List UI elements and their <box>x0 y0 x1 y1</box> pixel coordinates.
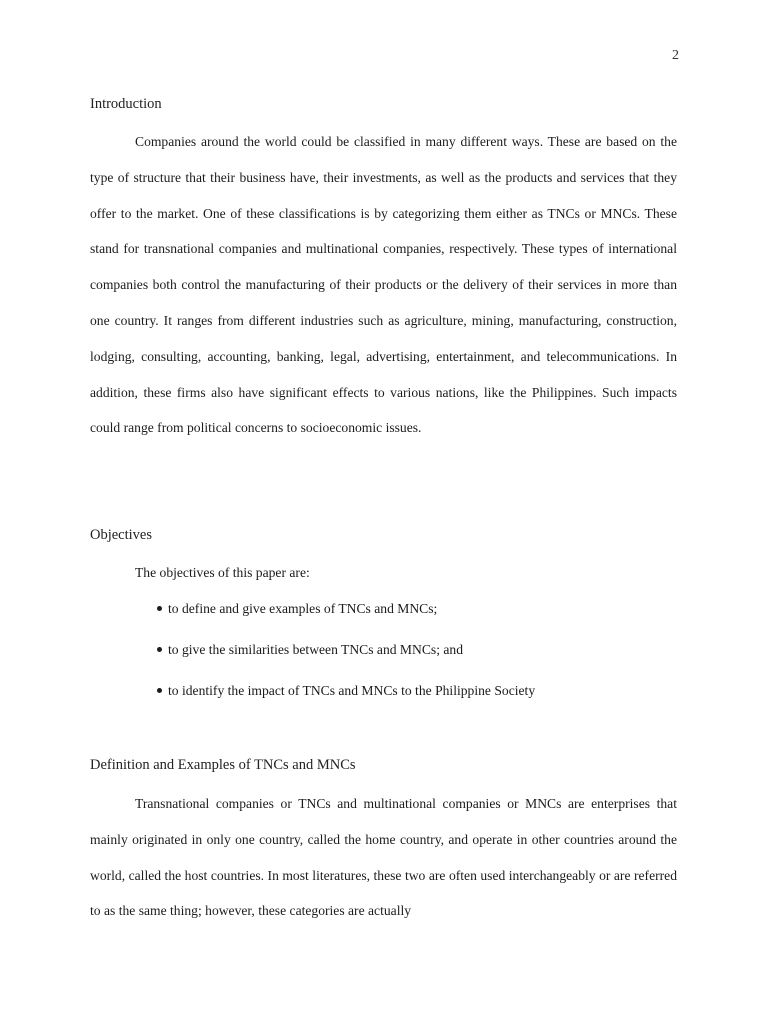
objective-text: to identify the impact of TNCs and MNCs to the Philippine Society <box>168 683 536 698</box>
definition-paragraph: Transnational companies or TNCs and multinational companies or MNCs are enterprises that mainly originated in only one country, called the home country, and operate in other countries around the world, called the host countries. In most literatures, these two are often used interchangeably or are referred to as the same thing; however, these categories are actually <box>90 796 677 919</box>
bullet-icon <box>157 606 162 611</box>
objective-text: to give the similarities between TNCs and MNCs; and <box>168 642 463 657</box>
objectives-intro: The objectives of this paper are: <box>135 565 310 580</box>
objective-text: to define and give examples of TNCs and MNCs; <box>168 601 438 616</box>
list-item <box>157 641 535 682</box>
objectives-list <box>157 600 535 723</box>
bullet-icon <box>157 647 162 652</box>
list-item <box>157 682 535 723</box>
page-number: 2 <box>672 48 679 63</box>
introduction-paragraph: Companies around the world could be classified in many different ways. These are based on the type of structure that their business have, their investments, as well as the products and services that they offer to the market. One of these classifications is by categorizing them either as TNCs or MNCs. These stand for transnational companies and multinational companies, respectively. These types of international companies both control the manufacturing of their products or the delivery of their services in more than one country. It ranges from different industries such as agriculture, mining, manufacturing, construction, lodging, consulting, accounting, banking, legal, advertising, entertainment, and telecommunications. In addition, these firms also have significant effects to various nations, like the Philippines. Such impacts could range from political concerns to socioeconomic issues. <box>90 134 677 436</box>
section-heading-introduction: Introduction <box>90 96 162 112</box>
bullet-icon <box>157 688 162 693</box>
section-heading-objectives: Objectives <box>90 527 153 543</box>
list-item <box>157 600 535 641</box>
section-heading-definition: Definition and Examples of TNCs and MNCs <box>90 757 356 773</box>
